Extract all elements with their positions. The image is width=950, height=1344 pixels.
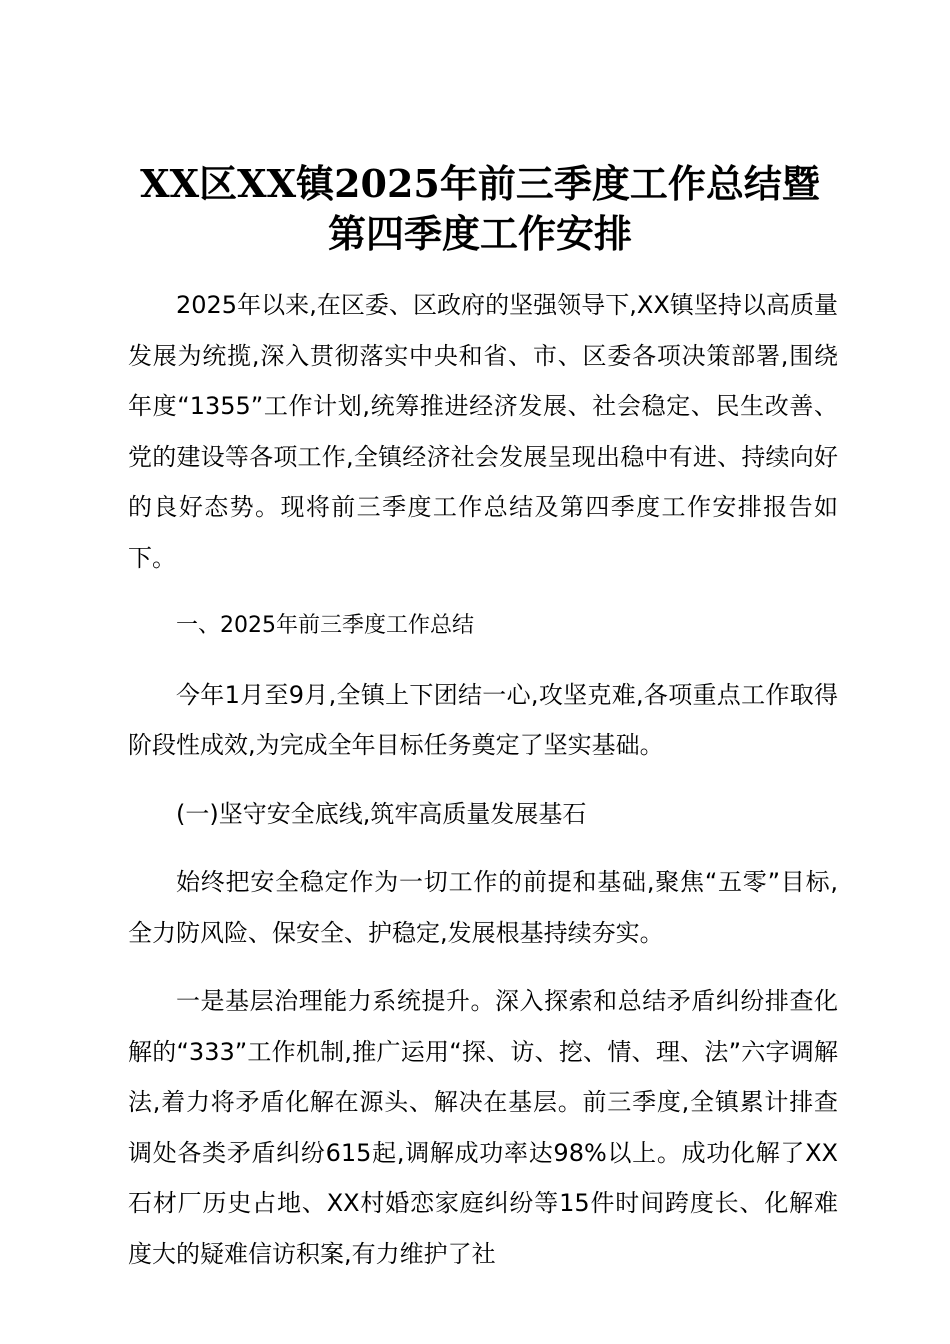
subsection-heading-1: (一)坚守安全底线,筑牢高质量发展基石 (176, 799, 587, 828)
document-title-line-2: 第四季度工作安排 (327, 211, 632, 256)
governance-paragraph: 一是基层治理能力系统提升。深入探索和总结矛盾纠纷排查化解的“333”工作机制,推广运用“探、访、挖、情、理、法”六字调解法,着力将矛盾化解在源头、解决在基层。前三季度,全镇累计排查调处各类矛盾纠纷615起,调解成功率达98%以上。成功化解了XX石材厂历史占地、XX村婚恋家庭纠纷等15件时间跨度长、化解难度大的疑难信访积案,有力维护了社 (128, 987, 838, 1268)
summary-paragraph: 今年1月至9月,全镇上下团结一心,攻坚克难,各项重点工作取得阶段性成效,为完成全年目标任务奠定了坚实基础。 (128, 680, 838, 759)
section-heading-1: 一、2025年前三季度工作总结 (176, 613, 474, 638)
document-title-line-1: XX区XX镇2025年前三季度工作总结暨 (140, 161, 820, 206)
document-body (128, 280, 838, 1297)
safety-paragraph: 始终把安全稳定作为一切工作的前提和基础,聚焦“五零”目标,全力防风险、保安全、护稳定,发展根基持续夯实。 (128, 868, 838, 947)
intro-paragraph: 2025年以来,在区委、区政府的坚强领导下,XX镇坚持以高质量发展为统揽,深入贯彻落实中央和省、市、区委各项决策部署,围绕年度“1355”工作计划,统筹推进经济发展、社会稳定、民生改善、党的建设等各项工作,全镇经济社会发展呈现出稳中有进、持续向好的良好态势。现将前三季度工作总结及第四季度工作安排报告如下。 (128, 291, 838, 572)
